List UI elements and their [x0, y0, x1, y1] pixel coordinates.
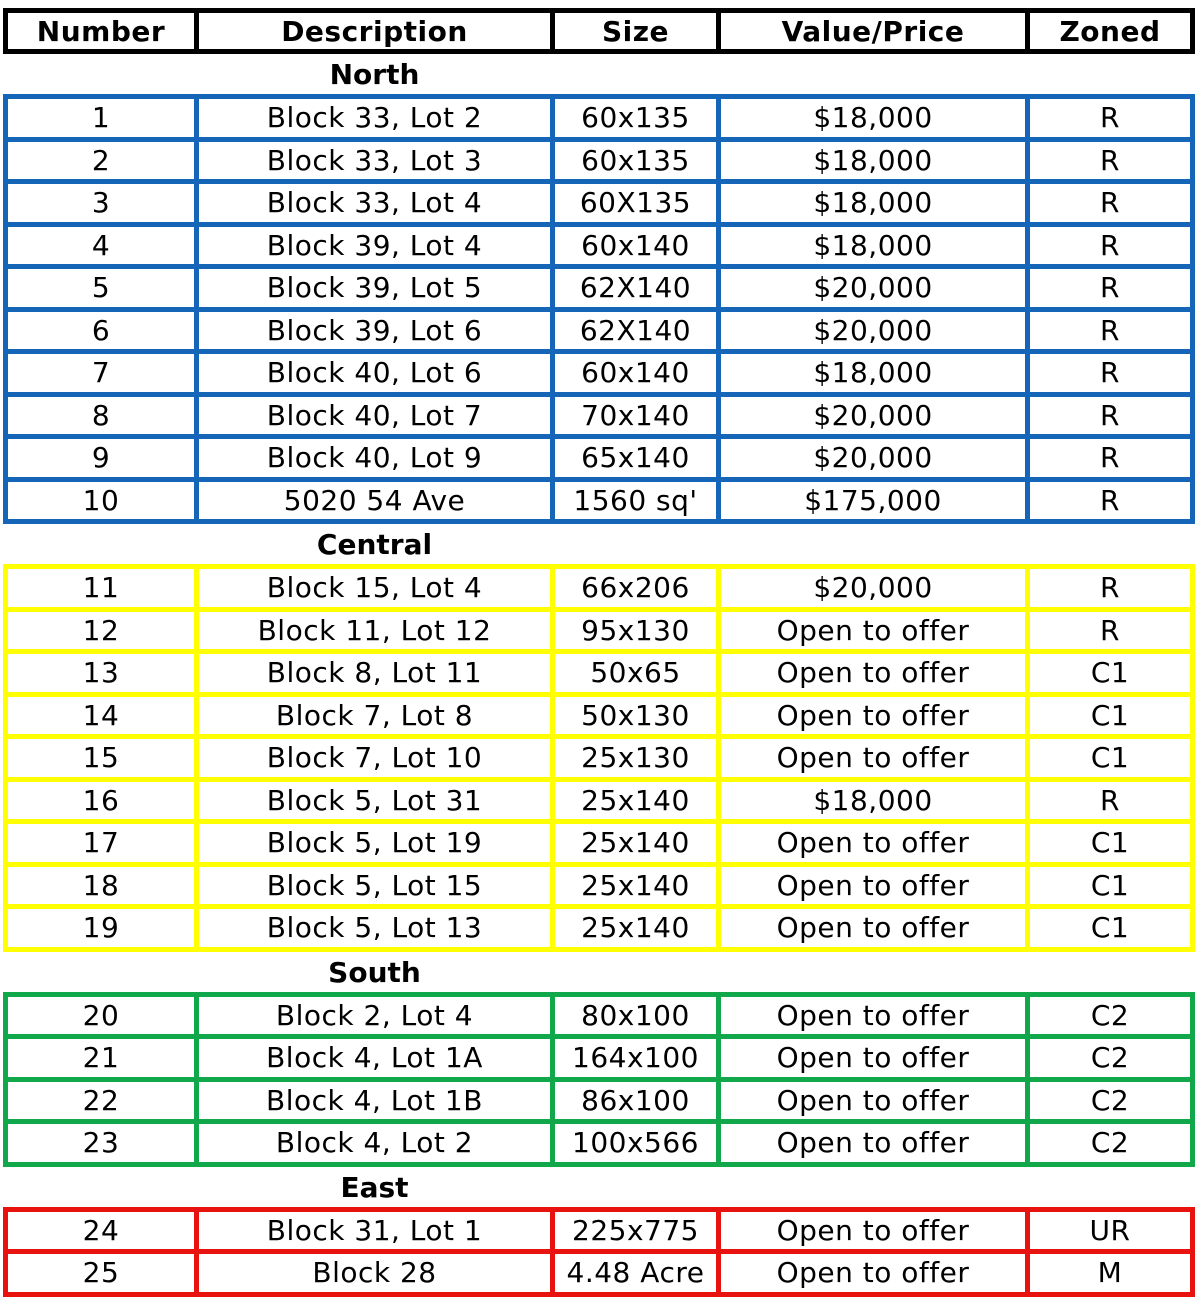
cell-size: 25x140 — [550, 819, 721, 867]
cell-description: Block 28 — [194, 1249, 555, 1297]
cell-description: Block 15, Lot 4 — [194, 564, 555, 612]
cell-size: 25x140 — [550, 904, 721, 952]
cell-value-price: Open to offer — [716, 819, 1030, 867]
cell-number: 14 — [3, 692, 199, 740]
column-header-value-price: Value/Price — [716, 8, 1030, 54]
cell-number: 18 — [3, 862, 199, 910]
cell-number: 4 — [3, 222, 199, 270]
cell-zoned: C1 — [1025, 734, 1195, 782]
cell-size: 60x140 — [550, 222, 721, 270]
cell-zoned: C2 — [1025, 992, 1195, 1040]
cell-description: Block 33, Lot 2 — [194, 94, 555, 142]
cell-size: 86x100 — [550, 1077, 721, 1125]
cell-description: 5020 54 Ave — [194, 477, 555, 525]
cell-zoned: C1 — [1025, 692, 1195, 740]
cell-description: Block 11, Lot 12 — [194, 607, 555, 655]
cell-size: 65x140 — [550, 434, 721, 482]
cell-value-price: $18,000 — [716, 777, 1030, 825]
cell-value-price: $20,000 — [716, 434, 1030, 482]
cell-number: 20 — [3, 992, 199, 1040]
cell-zoned: R — [1025, 264, 1195, 312]
section-title-north: North — [329, 58, 420, 91]
cell-zoned: R — [1025, 222, 1195, 270]
cell-size: 25x130 — [550, 734, 721, 782]
cell-size: 60x135 — [550, 94, 721, 142]
column-header-size: Size — [550, 8, 721, 54]
cell-size: 225x775 — [550, 1207, 721, 1255]
cell-zoned: R — [1025, 477, 1195, 525]
cell-description: Block 39, Lot 4 — [194, 222, 555, 270]
cell-description: Block 33, Lot 3 — [194, 137, 555, 185]
cell-zoned: R — [1025, 564, 1195, 612]
section-title-east: East — [340, 1170, 409, 1204]
cell-number: 2 — [3, 137, 199, 185]
cell-number: 3 — [3, 179, 199, 227]
cell-value-price: $18,000 — [716, 179, 1030, 227]
cell-value-price: Open to offer — [716, 1207, 1030, 1255]
column-header-zoned: Zoned — [1025, 8, 1195, 54]
cell-number: 22 — [3, 1077, 199, 1125]
cell-value-price: $20,000 — [716, 264, 1030, 312]
cell-description: Block 39, Lot 6 — [194, 307, 555, 355]
cell-description: Block 40, Lot 7 — [194, 392, 555, 440]
cell-value-price: Open to offer — [716, 1249, 1030, 1297]
cell-description: Block 5, Lot 15 — [194, 862, 555, 910]
cell-number: 12 — [3, 607, 199, 655]
cell-value-price: Open to offer — [716, 904, 1030, 952]
cell-description: Block 8, Lot 11 — [194, 649, 555, 697]
cell-value-price: Open to offer — [716, 1034, 1030, 1082]
cell-value-price: $20,000 — [716, 392, 1030, 440]
cell-number: 19 — [3, 904, 199, 952]
cell-size: 80x100 — [550, 992, 721, 1040]
cell-description: Block 4, Lot 1A — [194, 1034, 555, 1082]
section-title-south: South — [328, 955, 421, 989]
cell-value-price: $18,000 — [716, 349, 1030, 397]
cell-zoned: C1 — [1025, 649, 1195, 697]
cell-value-price: $20,000 — [716, 307, 1030, 355]
cell-zoned: R — [1025, 607, 1195, 655]
cell-zoned: UR — [1025, 1207, 1195, 1255]
cell-description: Block 2, Lot 4 — [194, 992, 555, 1040]
cell-number: 24 — [3, 1207, 199, 1255]
cell-size: 66x206 — [550, 564, 721, 612]
cell-size: 50x130 — [550, 692, 721, 740]
cell-value-price: Open to offer — [716, 992, 1030, 1040]
cell-number: 5 — [3, 264, 199, 312]
cell-zoned: C2 — [1025, 1119, 1195, 1167]
cell-size: 100x566 — [550, 1119, 721, 1167]
cell-size: 25x140 — [550, 777, 721, 825]
cell-number: 25 — [3, 1249, 199, 1297]
cell-zoned: R — [1025, 179, 1195, 227]
cell-zoned: C2 — [1025, 1034, 1195, 1082]
cell-value-price: Open to offer — [716, 734, 1030, 782]
cell-size: 62X140 — [550, 307, 721, 355]
cell-zoned: R — [1025, 434, 1195, 482]
cell-size: 62X140 — [550, 264, 721, 312]
cell-size: 70x140 — [550, 392, 721, 440]
cell-size: 60x135 — [550, 137, 721, 185]
cell-description: Block 5, Lot 13 — [194, 904, 555, 952]
cell-description: Block 4, Lot 2 — [194, 1119, 555, 1167]
cell-size: 4.48 Acre — [550, 1249, 721, 1297]
cell-number: 23 — [3, 1119, 199, 1167]
cell-value-price: $18,000 — [716, 94, 1030, 142]
cell-zoned: R — [1025, 137, 1195, 185]
cell-number: 13 — [3, 649, 199, 697]
cell-value-price: $20,000 — [716, 564, 1030, 612]
cell-number: 17 — [3, 819, 199, 867]
cell-zoned: M — [1025, 1249, 1195, 1297]
cell-number: 11 — [3, 564, 199, 612]
cell-value-price: $18,000 — [716, 222, 1030, 270]
cell-description: Block 5, Lot 19 — [194, 819, 555, 867]
cell-value-price: $175,000 — [716, 477, 1030, 525]
cell-zoned: R — [1025, 307, 1195, 355]
cell-value-price: $18,000 — [716, 137, 1030, 185]
cell-description: Block 4, Lot 1B — [194, 1077, 555, 1125]
cell-size: 50x65 — [550, 649, 721, 697]
cell-size: 60X135 — [550, 179, 721, 227]
cell-number: 6 — [3, 307, 199, 355]
cell-description: Block 33, Lot 4 — [194, 179, 555, 227]
cell-size: 60x140 — [550, 349, 721, 397]
cell-value-price: Open to offer — [716, 1077, 1030, 1125]
cell-zoned: C1 — [1025, 904, 1195, 952]
cell-description: Block 7, Lot 10 — [194, 734, 555, 782]
cell-value-price: Open to offer — [716, 692, 1030, 740]
column-header-description: Description — [194, 8, 555, 54]
cell-value-price: Open to offer — [716, 649, 1030, 697]
cell-zoned: C1 — [1025, 819, 1195, 867]
cell-zoned: C2 — [1025, 1077, 1195, 1125]
cell-size: 25x140 — [550, 862, 721, 910]
column-header-number: Number — [3, 8, 199, 54]
cell-value-price: Open to offer — [716, 607, 1030, 655]
cell-size: 164x100 — [550, 1034, 721, 1082]
section-title-central: Central — [316, 528, 433, 561]
cell-zoned: R — [1025, 349, 1195, 397]
cell-value-price: Open to offer — [716, 1119, 1030, 1167]
cell-size: 1560 sq' — [550, 477, 721, 525]
cell-number: 10 — [3, 477, 199, 525]
cell-number: 9 — [3, 434, 199, 482]
cell-size: 95x130 — [550, 607, 721, 655]
cell-zoned: R — [1025, 94, 1195, 142]
cell-number: 15 — [3, 734, 199, 782]
cell-zoned: R — [1025, 777, 1195, 825]
cell-description: Block 40, Lot 9 — [194, 434, 555, 482]
cell-number: 8 — [3, 392, 199, 440]
cell-description: Block 39, Lot 5 — [194, 264, 555, 312]
cell-number: 7 — [3, 349, 199, 397]
cell-description: Block 31, Lot 1 — [194, 1207, 555, 1255]
cell-zoned: C1 — [1025, 862, 1195, 910]
cell-number: 21 — [3, 1034, 199, 1082]
cell-description: Block 5, Lot 31 — [194, 777, 555, 825]
cell-number: 1 — [3, 94, 199, 142]
cell-value-price: Open to offer — [716, 862, 1030, 910]
cell-description: Block 40, Lot 6 — [194, 349, 555, 397]
cell-zoned: R — [1025, 392, 1195, 440]
cell-number: 16 — [3, 777, 199, 825]
cell-description: Block 7, Lot 8 — [194, 692, 555, 740]
